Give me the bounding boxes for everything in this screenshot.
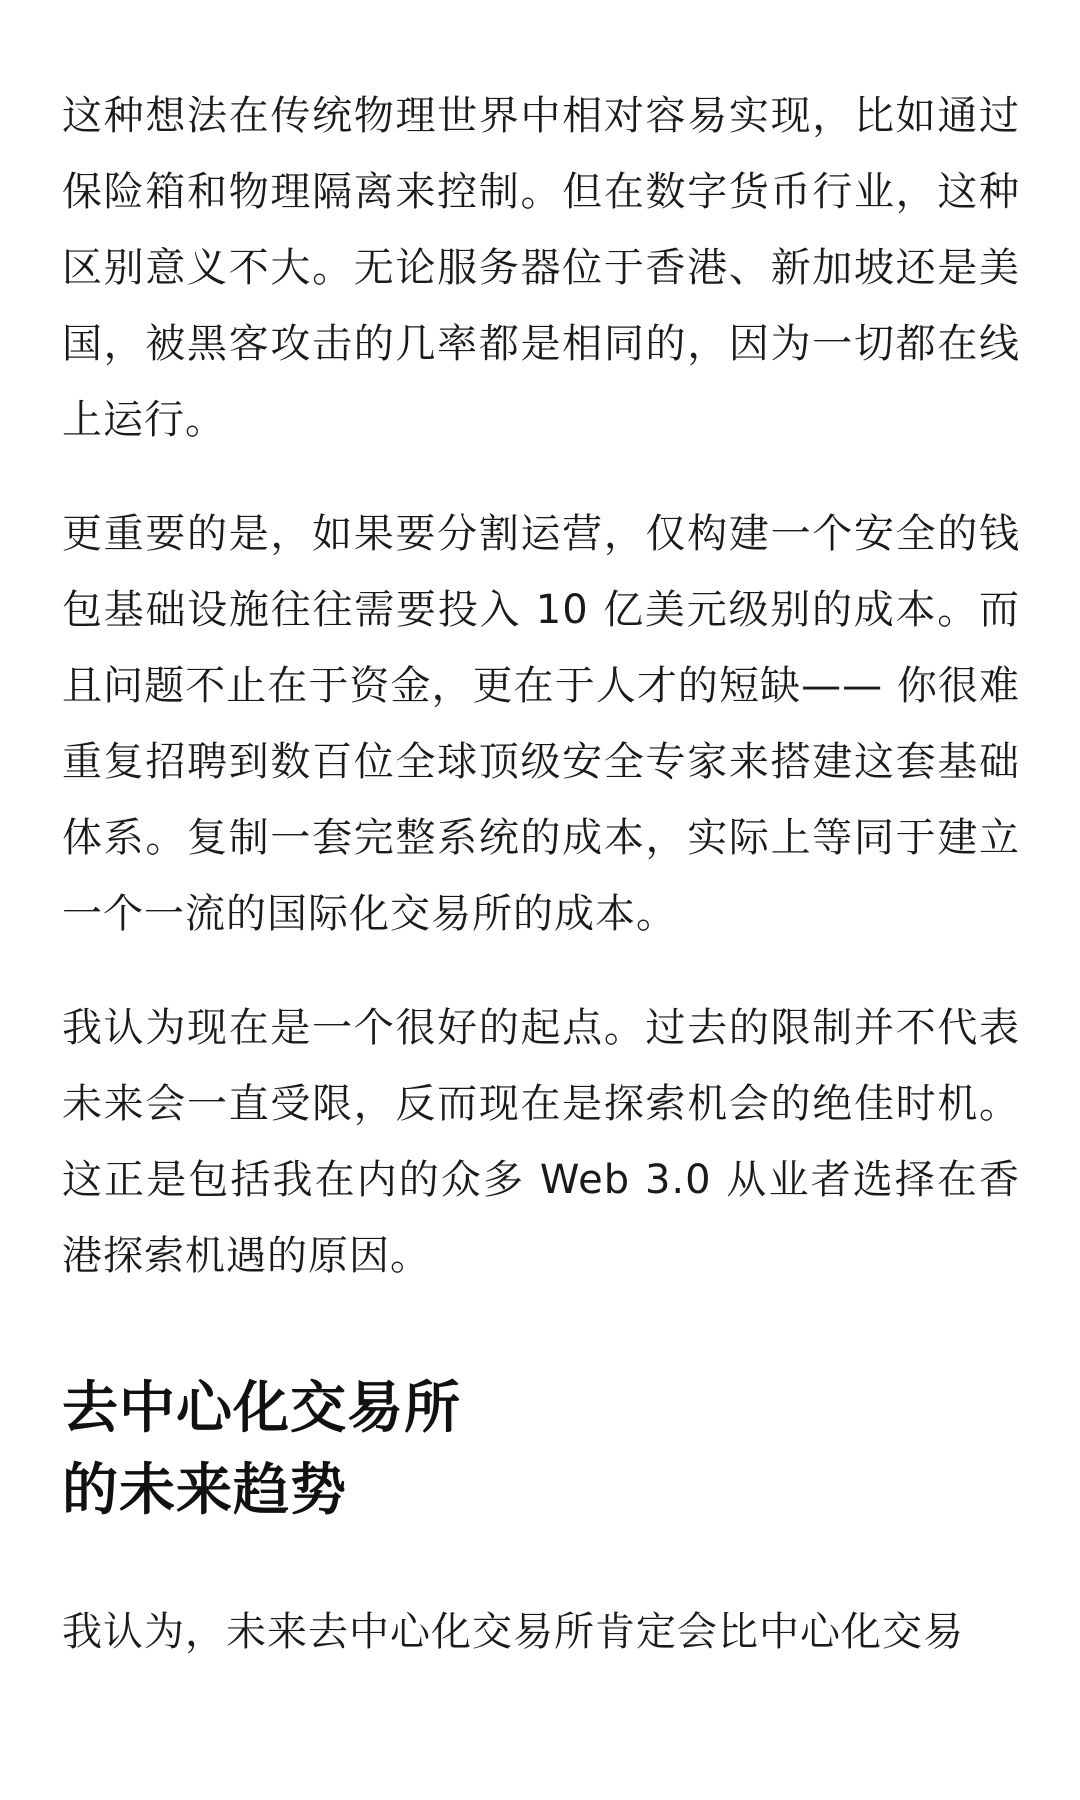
paragraph-1: 这种想法在传统物理世界中相对容易实现，比如通过保险箱和物理隔离来控制。但在数字货币行业，这种区别意义不大。无论服务器位于香港、新加坡还是美国，被黑客攻击的几率都是相同的，因为一切都在线上运行。	[62, 93, 1020, 443]
section-heading-line-1: 去中心化交易所	[62, 1376, 461, 1441]
paragraph-2: 更重要的是，如果要分割运营，仅构建一个安全的钱包基础设施往往需要投入 10 亿美元级别的成本。而且问题不止在于资金，更在于人才的短缺—— 你很难重复招聘到数百位全球顶级安全专家来搭建这套基础体系。复制一套完整系统的成本，实际上等同于建立一个一流的国际化交易所的成本。	[62, 511, 1020, 937]
section-heading	[62, 1368, 1020, 1532]
section-heading-line-2: 的未来趋势	[62, 1458, 347, 1523]
paragraph-3: 我认为现在是一个很好的起点。过去的限制并不代表未来会一直受限，反而现在是探索机会的绝佳时机。这正是包括我在内的众多 Web 3.0 从业者选择在香港探索机遇的原因。	[62, 1005, 1020, 1279]
paragraph-4: 我认为，未来去中心化交易所肯定会比中心化交易	[62, 1609, 964, 1655]
